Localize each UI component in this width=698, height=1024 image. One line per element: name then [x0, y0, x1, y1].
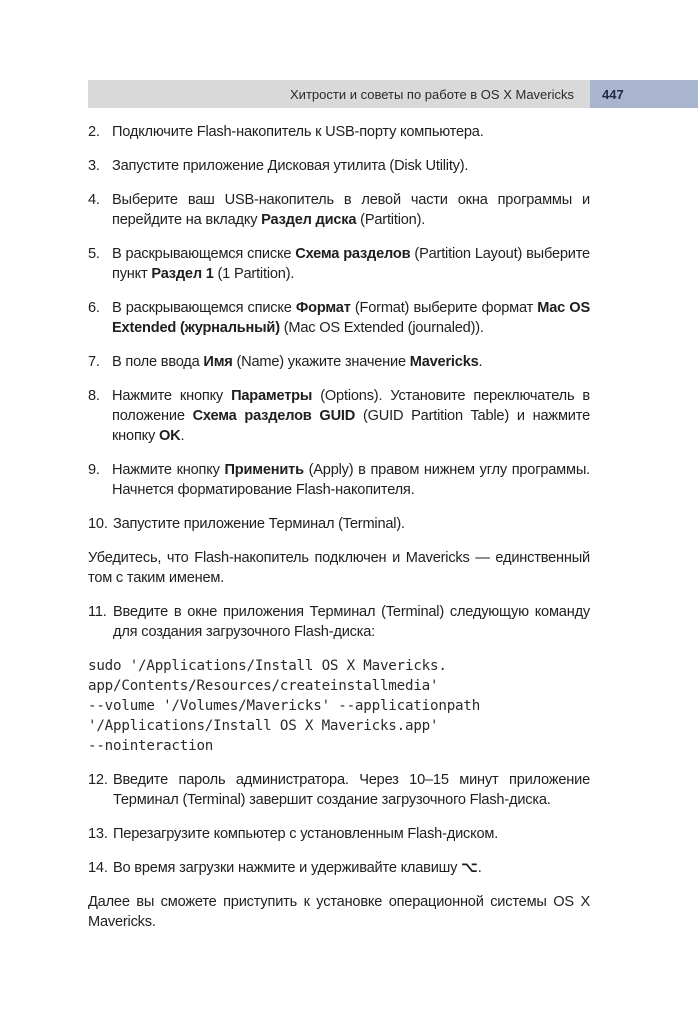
item-number: 3. [88, 158, 100, 174]
item-number: 10. [88, 516, 108, 532]
list-item [88, 156, 590, 176]
item-text: Нажмите кнопку Применить (Apply) в правом нижнем углу программы. Начнется форматирование Flash-накопителя. [112, 462, 590, 498]
list-item [88, 460, 590, 500]
page-number: 447 [590, 80, 698, 108]
item-number: 7. [88, 354, 100, 370]
option-key-icon: ⌥ [461, 860, 478, 876]
list-item [88, 244, 590, 284]
item-text: В поле ввода Имя (Name) укажите значение Mavericks. [112, 354, 483, 370]
list-item [88, 514, 590, 534]
list-item [88, 824, 590, 844]
item-number: 8. [88, 388, 100, 404]
item-text: Введите в окне приложения Терминал (Terminal) следующую команду для создания загрузочного Flash-диска: [113, 604, 590, 640]
item-text: Введите пароль администратора. Через 10–15 минут приложение Терминал (Terminal) завершит создание загрузочного Flash-диска. [113, 772, 590, 808]
item-text: Подключите Flash-накопитель к USB-порту компьютера. [112, 124, 484, 140]
list-item [88, 122, 590, 142]
list-item [88, 190, 590, 230]
item-text: Перезагрузите компьютер с установленным Flash-диском. [113, 826, 499, 842]
item-text: Нажмите кнопку Параметры (Options). Установите переключатель в положение Схема разделов GUID (GUID Partition Table) и нажмите кнопку OK. [112, 388, 590, 444]
note-paragraph: Убедитесь, что Flash-накопитель подключен и Mavericks — единственный том с таким именем. [88, 550, 590, 586]
item-number: 6. [88, 300, 100, 316]
item-number: 14. [88, 860, 108, 876]
list-item [88, 602, 590, 642]
list-item [88, 352, 590, 372]
item-number: 12. [88, 772, 108, 788]
item-text: Во время загрузки нажмите и удерживайте клавишу ⌥. [113, 860, 482, 876]
list-item [88, 386, 590, 446]
item-number: 13. [88, 826, 108, 842]
page-body [88, 122, 590, 946]
list-item [88, 858, 590, 878]
item-number: 9. [88, 462, 100, 478]
running-header [88, 80, 698, 108]
item-number: 2. [88, 124, 100, 140]
item-number: 11. [88, 604, 107, 620]
item-number: 5. [88, 246, 100, 262]
code-block: sudo '/Applications/Install OS X Mavericks. app/Contents/Resources/createinstallmedia' --volume '/Volumes/Mavericks' --applicationpath '/Applications/Install OS X Mavericks.app' --nointeraction [88, 658, 481, 754]
item-number: 4. [88, 192, 100, 208]
list-item [88, 298, 590, 338]
item-text: В раскрывающемся списке Формат (Format) выберите формат Mac OS Extended (журнальный) (Mac OS Extended (journaled)). [112, 300, 590, 336]
item-text: Запустите приложение Дисковая утилита (Disk Utility). [112, 158, 469, 174]
item-text: Запустите приложение Терминал (Terminal). [113, 516, 405, 532]
list-item [88, 770, 590, 810]
header-title: Хитрости и советы по работе в OS X Mavericks [88, 80, 590, 108]
closing-paragraph: Далее вы сможете приступить к установке операционной системы OS X Mavericks. [88, 894, 590, 930]
item-text: В раскрывающемся списке Схема разделов (Partition Layout) выберите пункт Раздел 1 (1 Partition). [112, 246, 590, 282]
item-text: Выберите ваш USB-накопитель в левой части окна программы и перейдите на вкладку Раздел диска (Partition). [112, 192, 590, 228]
